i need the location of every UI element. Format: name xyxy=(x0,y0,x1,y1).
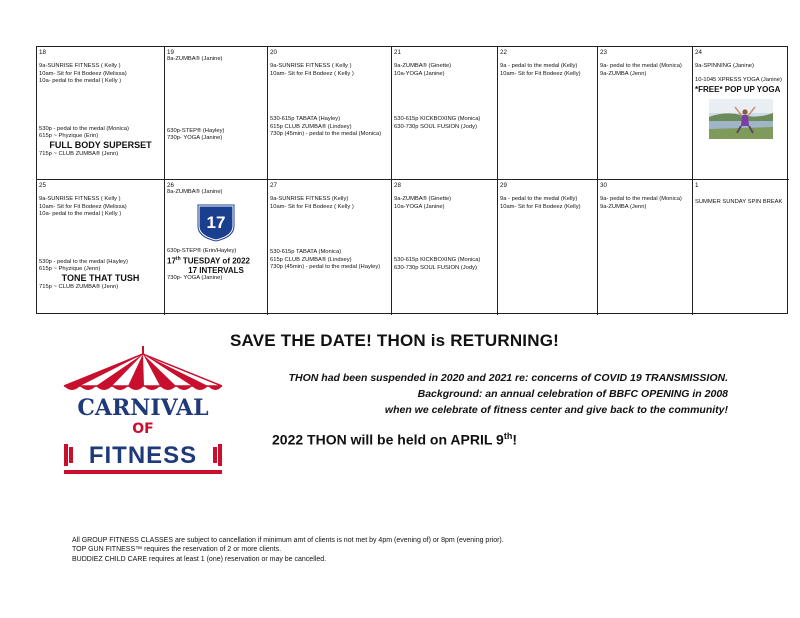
class-entry: 730p- YOGA (Janine) xyxy=(167,135,223,142)
class-entry: 9a - pedal to the medal (Kelly) xyxy=(500,196,578,203)
class-entry: 630-730p SOUL FUSION (Jody) xyxy=(394,264,477,271)
day-number: 20 xyxy=(270,49,277,56)
class-entry: SUMMER SUNDAY SPIN BREAK xyxy=(695,199,783,206)
class-entry: 10am- Sit for Fit Bodeez (Melissa) xyxy=(39,203,127,210)
logo-line2: OF xyxy=(132,421,154,437)
class-entry: 9a-ZUMBA® (Ginette) xyxy=(394,63,452,70)
class-entry: 615p ~ Phyzique (Erin) xyxy=(39,133,99,140)
calendar-grid xyxy=(36,46,788,314)
class-entry: 10am- Sit for Fit Bodeez (Melissa) xyxy=(39,70,127,77)
class-entry: 10am- Sit for Fit Bodeez (Kelly) xyxy=(500,203,581,210)
class-entry: 9a-ZUMBA (Jenn) xyxy=(600,70,647,77)
carnival-of-fitness-logo xyxy=(58,346,228,478)
day-cell-25 xyxy=(37,180,165,315)
announcement-line: when we celebrate of fitness center and give back to the community! xyxy=(384,404,728,416)
class-entry: 8a-ZUMBA® (Janine) xyxy=(167,189,223,196)
day-cell-21 xyxy=(392,47,498,180)
day-number: 22 xyxy=(500,49,507,56)
day-cell-30 xyxy=(598,180,693,315)
class-entry: 10am- Sit for Fit Bodeez (Kelly) xyxy=(500,70,581,77)
class-entry: 630p-STEP® (Erin/Hayley) xyxy=(167,247,237,254)
class-entry: 615p CLUB ZUMBA® (Lindsey) xyxy=(270,123,352,130)
class-entry: 10a-YOGA (Janine) xyxy=(394,203,445,210)
class-highlight: TONE THAT TUSH xyxy=(61,273,140,284)
day-cell-24 xyxy=(693,47,789,180)
class-entry: 9a- pedal to the medal (Monica) xyxy=(600,63,682,70)
class-entry: 9a-SUNRISE FITNESS (Kelly) xyxy=(270,196,349,203)
class-entry: 9a-SUNRISE FITNESS ( Kelly ) xyxy=(39,63,121,70)
day-cell-1 xyxy=(693,180,789,315)
class-entry: 615p CLUB ZUMBA® (Lindsey) xyxy=(270,256,352,263)
class-entry: 630p-STEP® (Hayley) xyxy=(167,127,225,134)
class-entry: 730p- YOGA (Janine) xyxy=(167,274,223,281)
policy-line: All GROUP FITNESS CLASSES are subject to cancellation if minimum amt of clients is not met by 4pm (evening of) or 8pm (evening prior). xyxy=(72,537,504,544)
route-17-sign-icon xyxy=(194,200,238,244)
day-cell-27 xyxy=(268,180,392,315)
class-highlight: 17th TUESDAY of 2022 xyxy=(167,256,251,266)
class-highlight: *FREE* POP UP YOGA xyxy=(695,85,781,95)
class-entry: 530-615p KICKBOXING (Monica) xyxy=(394,257,481,264)
day-cell-26 xyxy=(165,180,268,315)
class-entry: 715p ~ CLUB ZUMBA® (Jenn) xyxy=(39,151,119,158)
day-cell-28 xyxy=(392,180,498,315)
class-entry: 10am- Sit for Fit Bodeez ( Kelly ) xyxy=(270,70,354,77)
day-number: 23 xyxy=(600,49,607,56)
class-entry: 10a-YOGA (Janine) xyxy=(394,70,445,77)
yoga-photo xyxy=(709,99,773,139)
day-number: 19 xyxy=(167,49,174,56)
class-highlight: FULL BODY SUPERSET xyxy=(49,140,152,151)
logo-line3: FITNESS xyxy=(88,442,198,469)
day-number: 18 xyxy=(39,49,46,56)
day-number: 28 xyxy=(394,182,401,189)
announcement-line: Background: an annual celebration of BBFC OPENING in 2008 xyxy=(417,388,728,400)
day-number: 1 xyxy=(695,182,699,189)
day-cell-20 xyxy=(268,47,392,180)
day-cell-22 xyxy=(498,47,598,180)
policies-notes xyxy=(72,536,504,564)
class-entry: 9a- pedal to the medal (Monica) xyxy=(600,196,682,203)
class-entry: 530-615p TABATA (Monica) xyxy=(270,249,342,256)
class-entry: 8a-ZUMBA® (Janine) xyxy=(167,56,223,63)
day-cell-19 xyxy=(165,47,268,180)
class-entry: 10-1045 XPRESS YOGA (Janine) xyxy=(695,76,782,83)
day-number: 25 xyxy=(39,182,46,189)
class-entry: 9a-ZUMBA (Jenn) xyxy=(600,203,647,210)
route-sign-number: 17 xyxy=(206,212,226,232)
day-number: 29 xyxy=(500,182,507,189)
class-entry: 9a-ZUMBA® (Ginette) xyxy=(394,196,452,203)
class-entry: 9a-SUNRISE FITNESS ( Kelly ) xyxy=(39,196,121,203)
class-entry: 9a-SPINNING (Janine) xyxy=(695,63,754,70)
policy-line: TOP GUN FITNESS™ requires the reservation of 2 or more clients. xyxy=(72,546,282,554)
day-number: 26 xyxy=(167,182,174,189)
class-entry: 715p ~ CLUB ZUMBA® (Jenn) xyxy=(39,284,119,291)
class-entry: 530p - pedal to the medal (Monica) xyxy=(39,125,129,132)
class-entry: 530p - pedal to the medal (Hayley) xyxy=(39,258,128,265)
class-entry: 730p (45min) - pedal to the medal (Monica) xyxy=(270,131,382,138)
class-entry: 615p ~ Phyzique (Jenn) xyxy=(39,266,101,273)
class-entry: 10am- Sit for Fit Bodeez ( Kelly ) xyxy=(270,203,354,210)
thon-date: 2022 THON will be held on APRIL 9th! xyxy=(272,431,517,448)
day-number: 24 xyxy=(695,49,702,56)
day-cell-23 xyxy=(598,47,693,180)
class-entry: 630-730p SOUL FUSION (Jody) xyxy=(394,123,477,130)
announcement-headline: SAVE THE DATE! THON is RETURNING! xyxy=(230,331,559,350)
announcement-line: THON had been suspended in 2020 and 2021 re: concerns of COVID 19 TRANSMISSION. xyxy=(288,372,728,384)
day-cell-18 xyxy=(37,47,165,180)
class-entry: 530-615p TABATA (Hayley) xyxy=(270,116,341,123)
class-entry: 9a - pedal to the medal (Kelly) xyxy=(500,63,578,70)
day-number: 30 xyxy=(600,182,607,189)
day-cell-29 xyxy=(498,180,598,315)
logo-line1: CARNIVAL xyxy=(77,395,209,421)
day-number: 27 xyxy=(270,182,277,189)
class-entry: 730p (45min) - pedal to the medal (Hayley) xyxy=(270,264,381,271)
class-entry: 9a-SUNRISE FITNESS ( Kelly ) xyxy=(270,63,352,70)
class-entry: 10a- pedal to the medal ( Kelly ) xyxy=(39,211,122,218)
day-number: 21 xyxy=(394,49,401,56)
class-entry: 530-615p KICKBOXING (Monica) xyxy=(394,116,481,123)
class-highlight-2: 17 INTERVALS xyxy=(188,265,244,275)
class-entry: 10a- pedal to the medal ( Kelly ) xyxy=(39,78,122,85)
policy-line: BUDDIEZ CHILD CARE requires at least 1 (one) reservation or may be cancelled. xyxy=(72,555,327,563)
